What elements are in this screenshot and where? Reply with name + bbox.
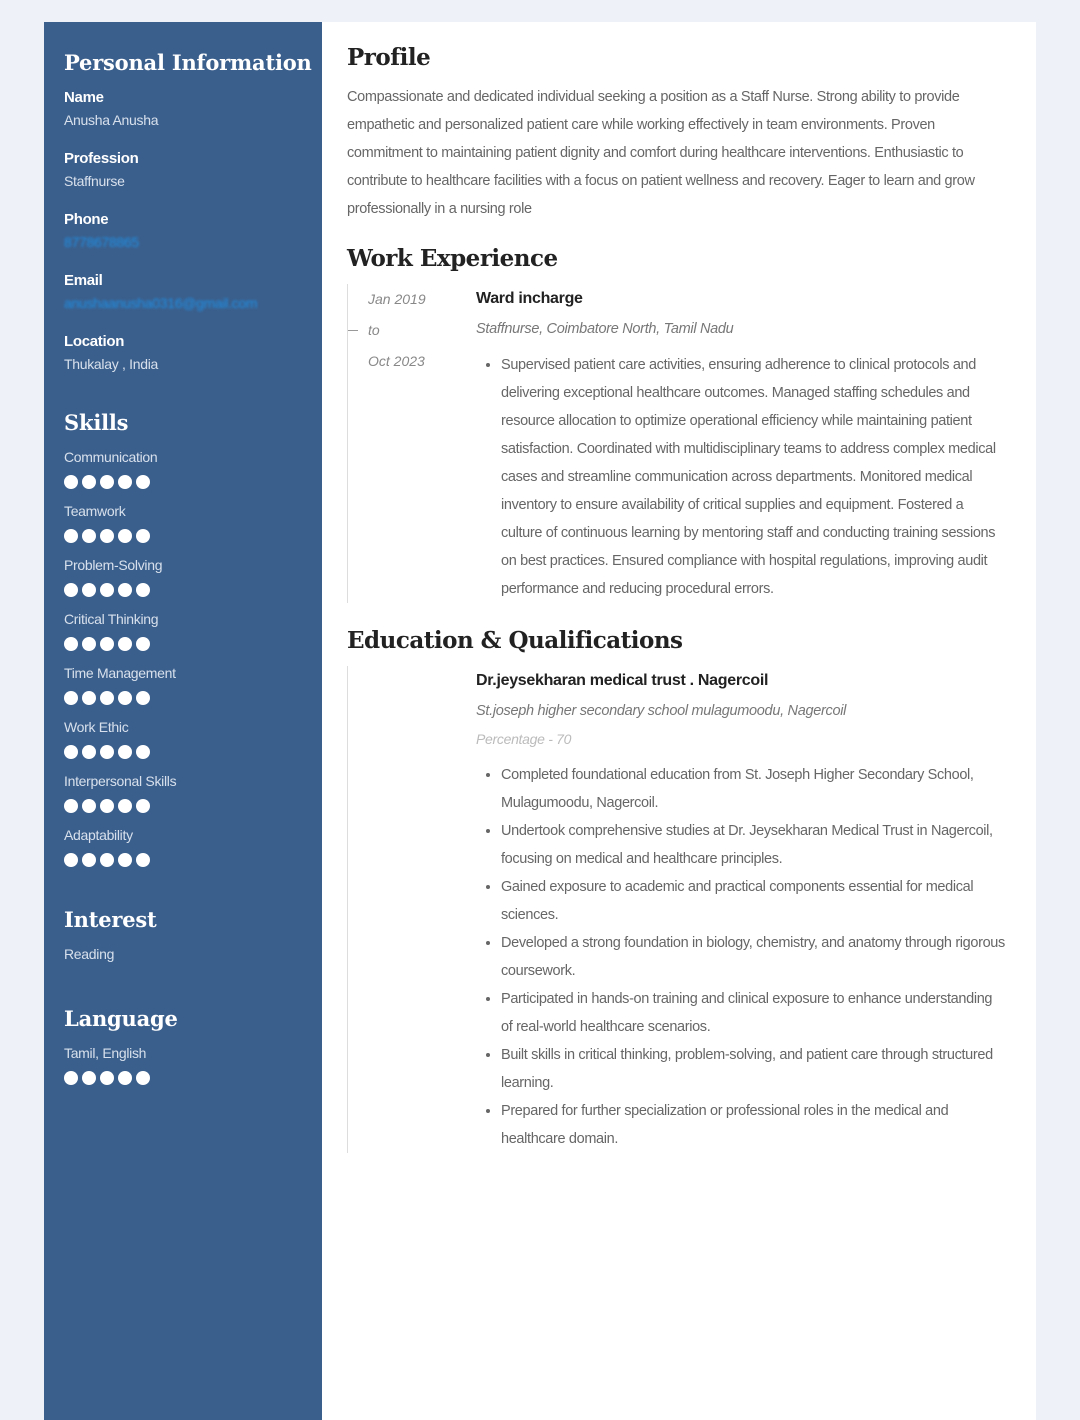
job-subtitle: Staffnurse, Coimbatore North, Tamil Nadu	[476, 321, 734, 337]
skill-item	[64, 665, 322, 705]
education-bullet: • Gained exposure to academic and practical components essential for medical sciences.	[501, 873, 1006, 929]
field-label: Phone	[64, 211, 109, 228]
rating-dot-icon	[64, 853, 78, 867]
rating-dot-icon	[82, 745, 96, 759]
interest-section	[64, 907, 322, 962]
name-value: Anusha Anusha	[64, 112, 159, 128]
skill-item	[64, 773, 322, 813]
profession-value: Staffnurse	[64, 173, 125, 189]
sidebar	[44, 22, 322, 1420]
skill-name: Work Ethic	[64, 719, 129, 735]
skill-name: Teamwork	[64, 503, 126, 519]
rating-dot-icon	[136, 853, 150, 867]
education-bullet: • Developed a strong foundation in biology, chemistry, and anatomy through rigorous coursework.	[501, 929, 1006, 985]
rating-dot-icon	[100, 475, 114, 489]
rating-dot-icon	[118, 691, 132, 705]
rating-dot-icon	[82, 799, 96, 813]
skill-name: Adaptability	[64, 827, 133, 843]
work-heading: Work Experience	[347, 245, 558, 272]
rating-dot-icon	[82, 583, 96, 597]
rating-dot-icon	[100, 529, 114, 543]
skill-rating	[64, 529, 322, 543]
education-bullets	[476, 761, 1006, 1153]
skill-rating	[64, 475, 322, 489]
rating-dot-icon	[100, 1071, 114, 1085]
language-section	[64, 1006, 322, 1085]
rating-dot-icon	[136, 1071, 150, 1085]
location-value: Thukalay , India	[64, 356, 159, 372]
skill-item	[64, 449, 322, 489]
date-separator: to	[368, 322, 380, 338]
job-title: Ward incharge	[476, 290, 583, 307]
education-details	[348, 666, 1006, 1153]
skill-item	[64, 557, 322, 597]
rating-dot-icon	[136, 637, 150, 651]
skill-name: Interpersonal Skills	[64, 773, 177, 789]
personal-info-heading: Personal Information	[64, 50, 312, 75]
rating-dot-icon	[64, 583, 78, 597]
rating-dot-icon	[82, 1071, 96, 1085]
skill-rating	[64, 799, 322, 813]
rating-dot-icon	[118, 637, 132, 651]
rating-dot-icon	[100, 637, 114, 651]
rating-dot-icon	[118, 529, 132, 543]
rating-dot-icon	[136, 745, 150, 759]
rating-dot-icon	[82, 529, 96, 543]
rating-dot-icon	[100, 799, 114, 813]
work-details	[476, 284, 1006, 603]
main-content	[322, 22, 1036, 1420]
institution-title: Dr.jeysekharan medical trust . Nagercoil	[476, 672, 769, 689]
rating-dot-icon	[100, 745, 114, 759]
rating-dot-icon	[82, 637, 96, 651]
timeline-dash	[348, 330, 358, 331]
skill-name: Time Management	[64, 665, 176, 681]
rating-dot-icon	[64, 745, 78, 759]
skill-name: Communication	[64, 449, 158, 465]
work-bullet: • Supervised patient care activities, ensuring adherence to clinical protocols and delivering exceptional healthcare outcomes. Managed staffing schedules and resource allocation to optimize operational efficiency while maintaining patient satisfaction. Coordinated with multidisciplinary teams to address complex medical cases and streamline communication across departments. Monitored medical inventory to ensure availability of critical supplies and equipment. Fostered a culture of continuous learning by mentoring staff and conducting training sessions on best practices. Ensured compliance with hospital regulations, improving audit performance and reducing procedural errors.	[501, 351, 1006, 603]
work-entry	[347, 284, 1006, 603]
rating-dot-icon	[136, 691, 150, 705]
field-email	[64, 272, 322, 311]
rating-dot-icon	[118, 475, 132, 489]
language-value: Tamil, English	[64, 1045, 147, 1061]
rating-dot-icon	[64, 1071, 78, 1085]
skill-item	[64, 719, 322, 759]
rating-dot-icon	[64, 691, 78, 705]
skill-rating	[64, 691, 322, 705]
rating-dot-icon	[136, 583, 150, 597]
rating-dot-icon	[82, 475, 96, 489]
education-bullet: • Completed foundational education from St. Joseph Higher Secondary School, Mulagumoodu, Nagercoil.	[501, 761, 1006, 817]
field-label: Email	[64, 272, 103, 289]
start-date: Jan 2019	[368, 291, 426, 307]
rating-dot-icon	[136, 529, 150, 543]
rating-dot-icon	[64, 799, 78, 813]
field-name	[64, 89, 322, 128]
rating-dot-icon	[64, 637, 78, 651]
language-rating	[64, 1071, 322, 1085]
rating-dot-icon	[118, 1071, 132, 1085]
work-dates	[348, 284, 476, 603]
education-bullet: • Built skills in critical thinking, problem-solving, and patient care through structured learning.	[501, 1041, 1006, 1097]
work-bullets	[476, 351, 1006, 603]
rating-dot-icon	[136, 475, 150, 489]
field-profession	[64, 150, 322, 189]
rating-dot-icon	[118, 745, 132, 759]
interest-value: Reading	[64, 946, 115, 962]
interest-heading: Interest	[64, 907, 157, 932]
skill-rating	[64, 637, 322, 651]
rating-dot-icon	[82, 853, 96, 867]
education-bullet: • Prepared for further specialization or professional roles in the medical and healthcare domain.	[501, 1097, 1006, 1153]
skills-heading: Skills	[64, 410, 129, 435]
grade: Percentage - 70	[476, 731, 572, 747]
field-location	[64, 333, 322, 372]
skills-section	[64, 410, 322, 867]
rating-dot-icon	[136, 799, 150, 813]
email-link[interactable]: anushaanusha0316@gmail.com	[64, 295, 258, 311]
rating-dot-icon	[118, 799, 132, 813]
education-entry	[347, 666, 1006, 1153]
language-heading: Language	[64, 1006, 178, 1031]
field-label: Name	[64, 89, 104, 106]
field-label: Profession	[64, 150, 139, 167]
end-date: Oct 2023	[368, 353, 425, 369]
rating-dot-icon	[118, 583, 132, 597]
rating-dot-icon	[118, 853, 132, 867]
rating-dot-icon	[100, 583, 114, 597]
profile-text: Compassionate and dedicated individual seeking a position as a Staff Nurse. Strong ability to provide empathetic and personalized patient care while working effectively in team environments. Proven commitment to maintaining patient dignity and comfort during healthcare interventions. Enthusiastic to contribute to healthcare facilities with a focus on patient wellness and recovery. Eager to learn and grow professionally in a nursing role	[347, 89, 975, 217]
skill-item	[64, 611, 322, 651]
skills-list	[64, 449, 322, 867]
school-subtitle: St.joseph higher secondary school mulagumoodu, Nagercoil	[476, 703, 847, 719]
skill-rating	[64, 745, 322, 759]
profile-heading: Profile	[347, 44, 431, 71]
rating-dot-icon	[64, 475, 78, 489]
education-bullet: • Participated in hands-on training and clinical exposure to enhance understanding of real-world healthcare scenarios.	[501, 985, 1006, 1041]
rating-dot-icon	[100, 691, 114, 705]
rating-dot-icon	[100, 853, 114, 867]
skill-name: Critical Thinking	[64, 611, 159, 627]
skill-name: Problem-Solving	[64, 557, 163, 573]
skill-rating	[64, 853, 322, 867]
field-label: Location	[64, 333, 125, 350]
rating-dot-icon	[64, 529, 78, 543]
field-phone	[64, 211, 322, 250]
resume-page	[44, 22, 1036, 1420]
phone-link[interactable]: 8778678865	[64, 234, 139, 250]
rating-dot-icon	[82, 691, 96, 705]
skill-item	[64, 827, 322, 867]
education-heading: Education & Qualifications	[347, 627, 683, 654]
skill-rating	[64, 583, 322, 597]
education-bullet: • Undertook comprehensive studies at Dr. Jeysekharan Medical Trust in Nagercoil, focusing on medical and healthcare principles.	[501, 817, 1006, 873]
skill-item	[64, 503, 322, 543]
